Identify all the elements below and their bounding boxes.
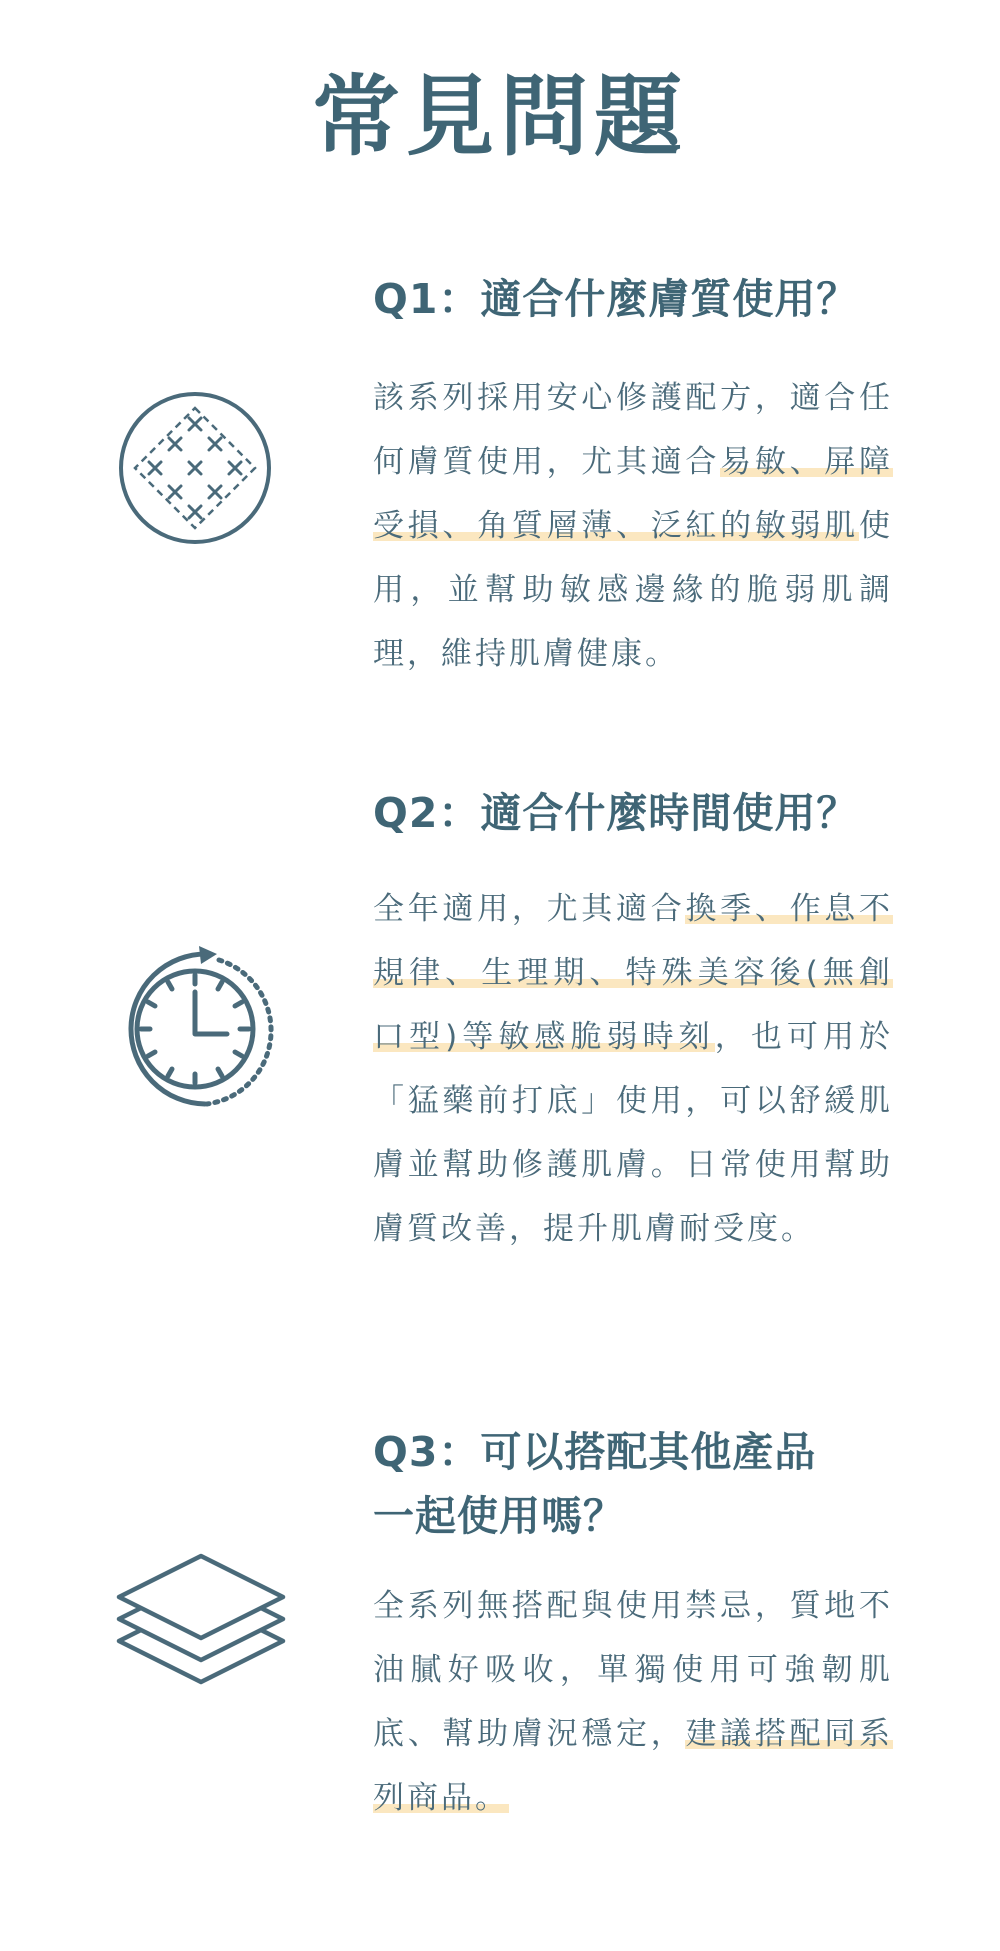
answer-1-highlight: 易敏、屏障受損、角質層薄、泛紅的敏弱肌 [373,444,894,544]
cross-pattern-circle-icon [115,388,275,548]
clock-refresh-icon [115,944,285,1114]
answer-2-text-c: ，也可用於「猛藥前打底」使用，可以舒緩肌膚並幫助修護肌膚。日常使用幫助膚質改善，提升肌膚耐受度。 [373,1019,894,1247]
answer-2-text-a: 全年適用，尤其適合 [373,891,686,927]
answer-1 [373,366,893,686]
answer-3-text-a: 全系列無搭配與使用禁忌，質地不油膩好吸收，單獨使用可強韌肌底、幫助膚況穩定， [373,1588,893,1752]
question-2: Q2：適合什麼時間使用？ [373,789,859,837]
question-1: Q1：適合什麼膚質使用？ [373,275,859,323]
question-3 [373,1420,933,1548]
answer-1-text-c: 使用，並幫助敏感邊緣的脆弱肌調理，維持肌膚健康。 [373,508,893,672]
answer-2-highlight: 換季、作息不規律、生理期、特殊美容後(無創口型)等敏感脆弱時刻 [373,891,894,1055]
answer-3-highlight: 建議搭配同系列商品。 [373,1716,894,1816]
question-3-line-2: 一起使用嗎？ [373,1492,625,1540]
layers-stack-icon [113,1530,289,1700]
question-3-line-1: Q3：可以搭配其他產品 [373,1428,817,1476]
answer-2 [373,877,893,1261]
page-title: 常見問題 [311,65,688,168]
answer-3 [373,1574,893,1830]
answer-1-text-a: 該系列採用安心修護配方，適合任何膚質使用，尤其適合 [373,380,893,480]
